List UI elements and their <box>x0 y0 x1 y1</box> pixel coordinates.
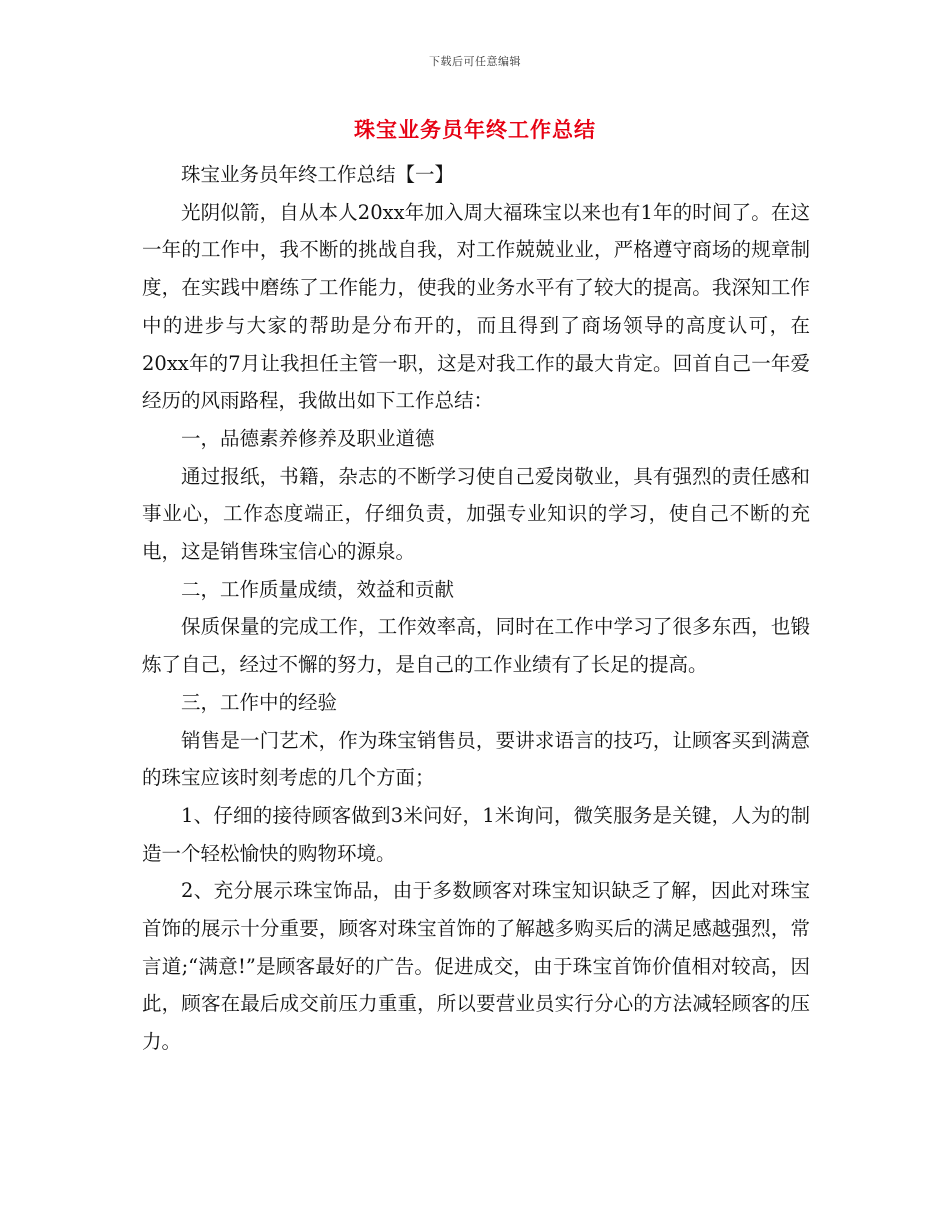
point-heading-1: 一，品德素养修养及职业道德 <box>181 426 435 450</box>
list-item-1: 1、仔细的接待顾客做到3米问好，1米询问，微笑服务是关键，人为的制造一个轻松愉快的购物环境。 <box>142 803 810 865</box>
point-heading-3: 三，工作中的经验 <box>181 690 338 714</box>
point-heading-2: 二，工作质量成绩，效益和贡献 <box>181 577 455 601</box>
point-paragraph-3: 销售是一门艺术，作为珠宝销售员，要讲求语言的技巧，让顾客买到满意的珠宝应该时刻考虑的几个方面； <box>142 728 810 790</box>
point-paragraph-2: 保质保量的完成工作，工作效率高，同时在工作中学习了很多东西，也锻炼了自己，经过不懈的努力，是自己的工作业绩有了长足的提高。 <box>142 615 810 677</box>
intro-paragraph: 光阴似箭，自从本人20xx年加入周大福珠宝以来也有1年的时间了。在这一年的工作中，我不断的挑战自我，对工作兢兢业业，严格遵守商场的规章制度，在实践中磨练了工作能力，使我的业务水平有了较大的提高。我深知工作中的进步与大家的帮助是分布开的，而且得到了商场领导的高度认可，在20xx年的7月让我担任主管一职，这是对我工作的最大肯定。回首自己一年爱经历的风雨路程，我做出如下工作总结： <box>142 200 810 413</box>
point-paragraph-1: 通过报纸，书籍，杂志的不断学习使自己爱岗敬业，具有强烈的责任感和事业心，工作态度端正，仔细负责，加强专业知识的学习，使自己不断的充电，这是销售珠宝信心的源泉。 <box>142 464 810 564</box>
list-item-2: 2、充分展示珠宝饰品，由于多数顾客对珠宝知识缺乏了解，因此对珠宝首饰的展示十分重要，顾客对珠宝首饰的了解越多购买后的满足感越强烈，常言道;“满意!”是顾客最好的广告。促进成交，由于珠宝首饰价值相对较高，因此，顾客在最后成交前压力重重，所以要营业员实行分心的方法减轻顾客的压力。 <box>142 879 810 1054</box>
section-heading-one: 珠宝业务员年终工作总结【一】 <box>181 163 455 186</box>
document-body <box>142 156 810 1061</box>
page-header-note: 下载后可任意编辑 <box>429 55 521 68</box>
document-title: 珠宝业务员年终工作总结 <box>354 118 596 142</box>
